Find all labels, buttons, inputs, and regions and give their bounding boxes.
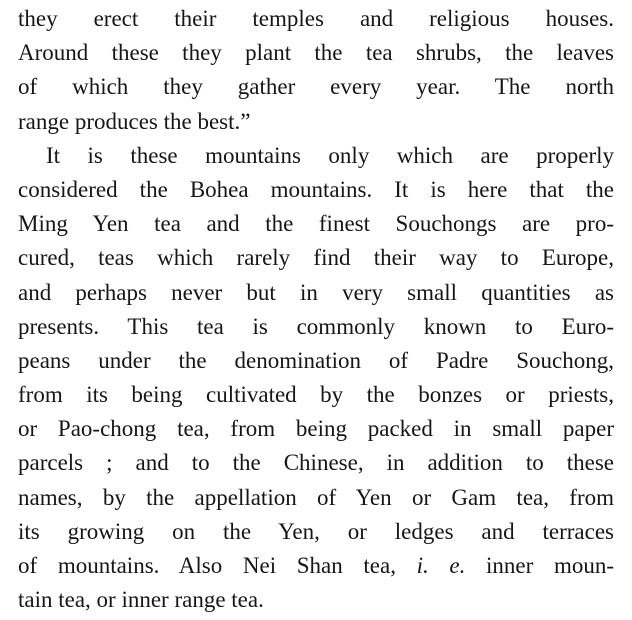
text-line: or Pao-chong tea, from being packed in small paper [18, 416, 614, 442]
text-segment: of mountains. Also Nei Shan tea, [18, 553, 396, 578]
text-line: its growing on the Yen, or ledges and terraces [18, 518, 614, 544]
text-line: names, by the appellation of Yen or Gam tea, from [18, 484, 614, 510]
text-line: peans under the denomination of Padre Souchong, [18, 347, 614, 373]
text-line: range produces the best.” [18, 108, 251, 134]
text-line: presents. This tea is commonly known to Euro- [18, 313, 614, 339]
italic-abbreviation: i. e. [416, 553, 466, 578]
text-line: Around these they plant the tea shrubs, the leaves [18, 40, 614, 66]
book-page [18, 2, 614, 617]
text-segment: inner moun- [486, 553, 615, 578]
text-line: and perhaps never but in very small quantities as [18, 279, 614, 305]
text-line: It is these mountains only which are properly [46, 142, 614, 168]
paragraph-2 [18, 139, 614, 618]
paragraph-1 [18, 2, 614, 139]
text-line: tain tea, or inner range tea. [18, 587, 264, 613]
text-line: they erect their temples and religious houses. [18, 6, 614, 31]
text-line: of which they gather every year. The north [18, 74, 614, 100]
text-line: from its being cultivated by the bonzes or priests, [18, 382, 614, 408]
text-line: considered the Bohea mountains. It is here that the [18, 176, 614, 202]
text-line: Ming Yen tea and the finest Souchongs are pro- [18, 211, 614, 237]
text-line: parcels ; and to the Chinese, in addition to these [18, 450, 614, 476]
text-line: cured, teas which rarely find their way to Europe, [18, 245, 614, 271]
text-line [18, 549, 614, 583]
